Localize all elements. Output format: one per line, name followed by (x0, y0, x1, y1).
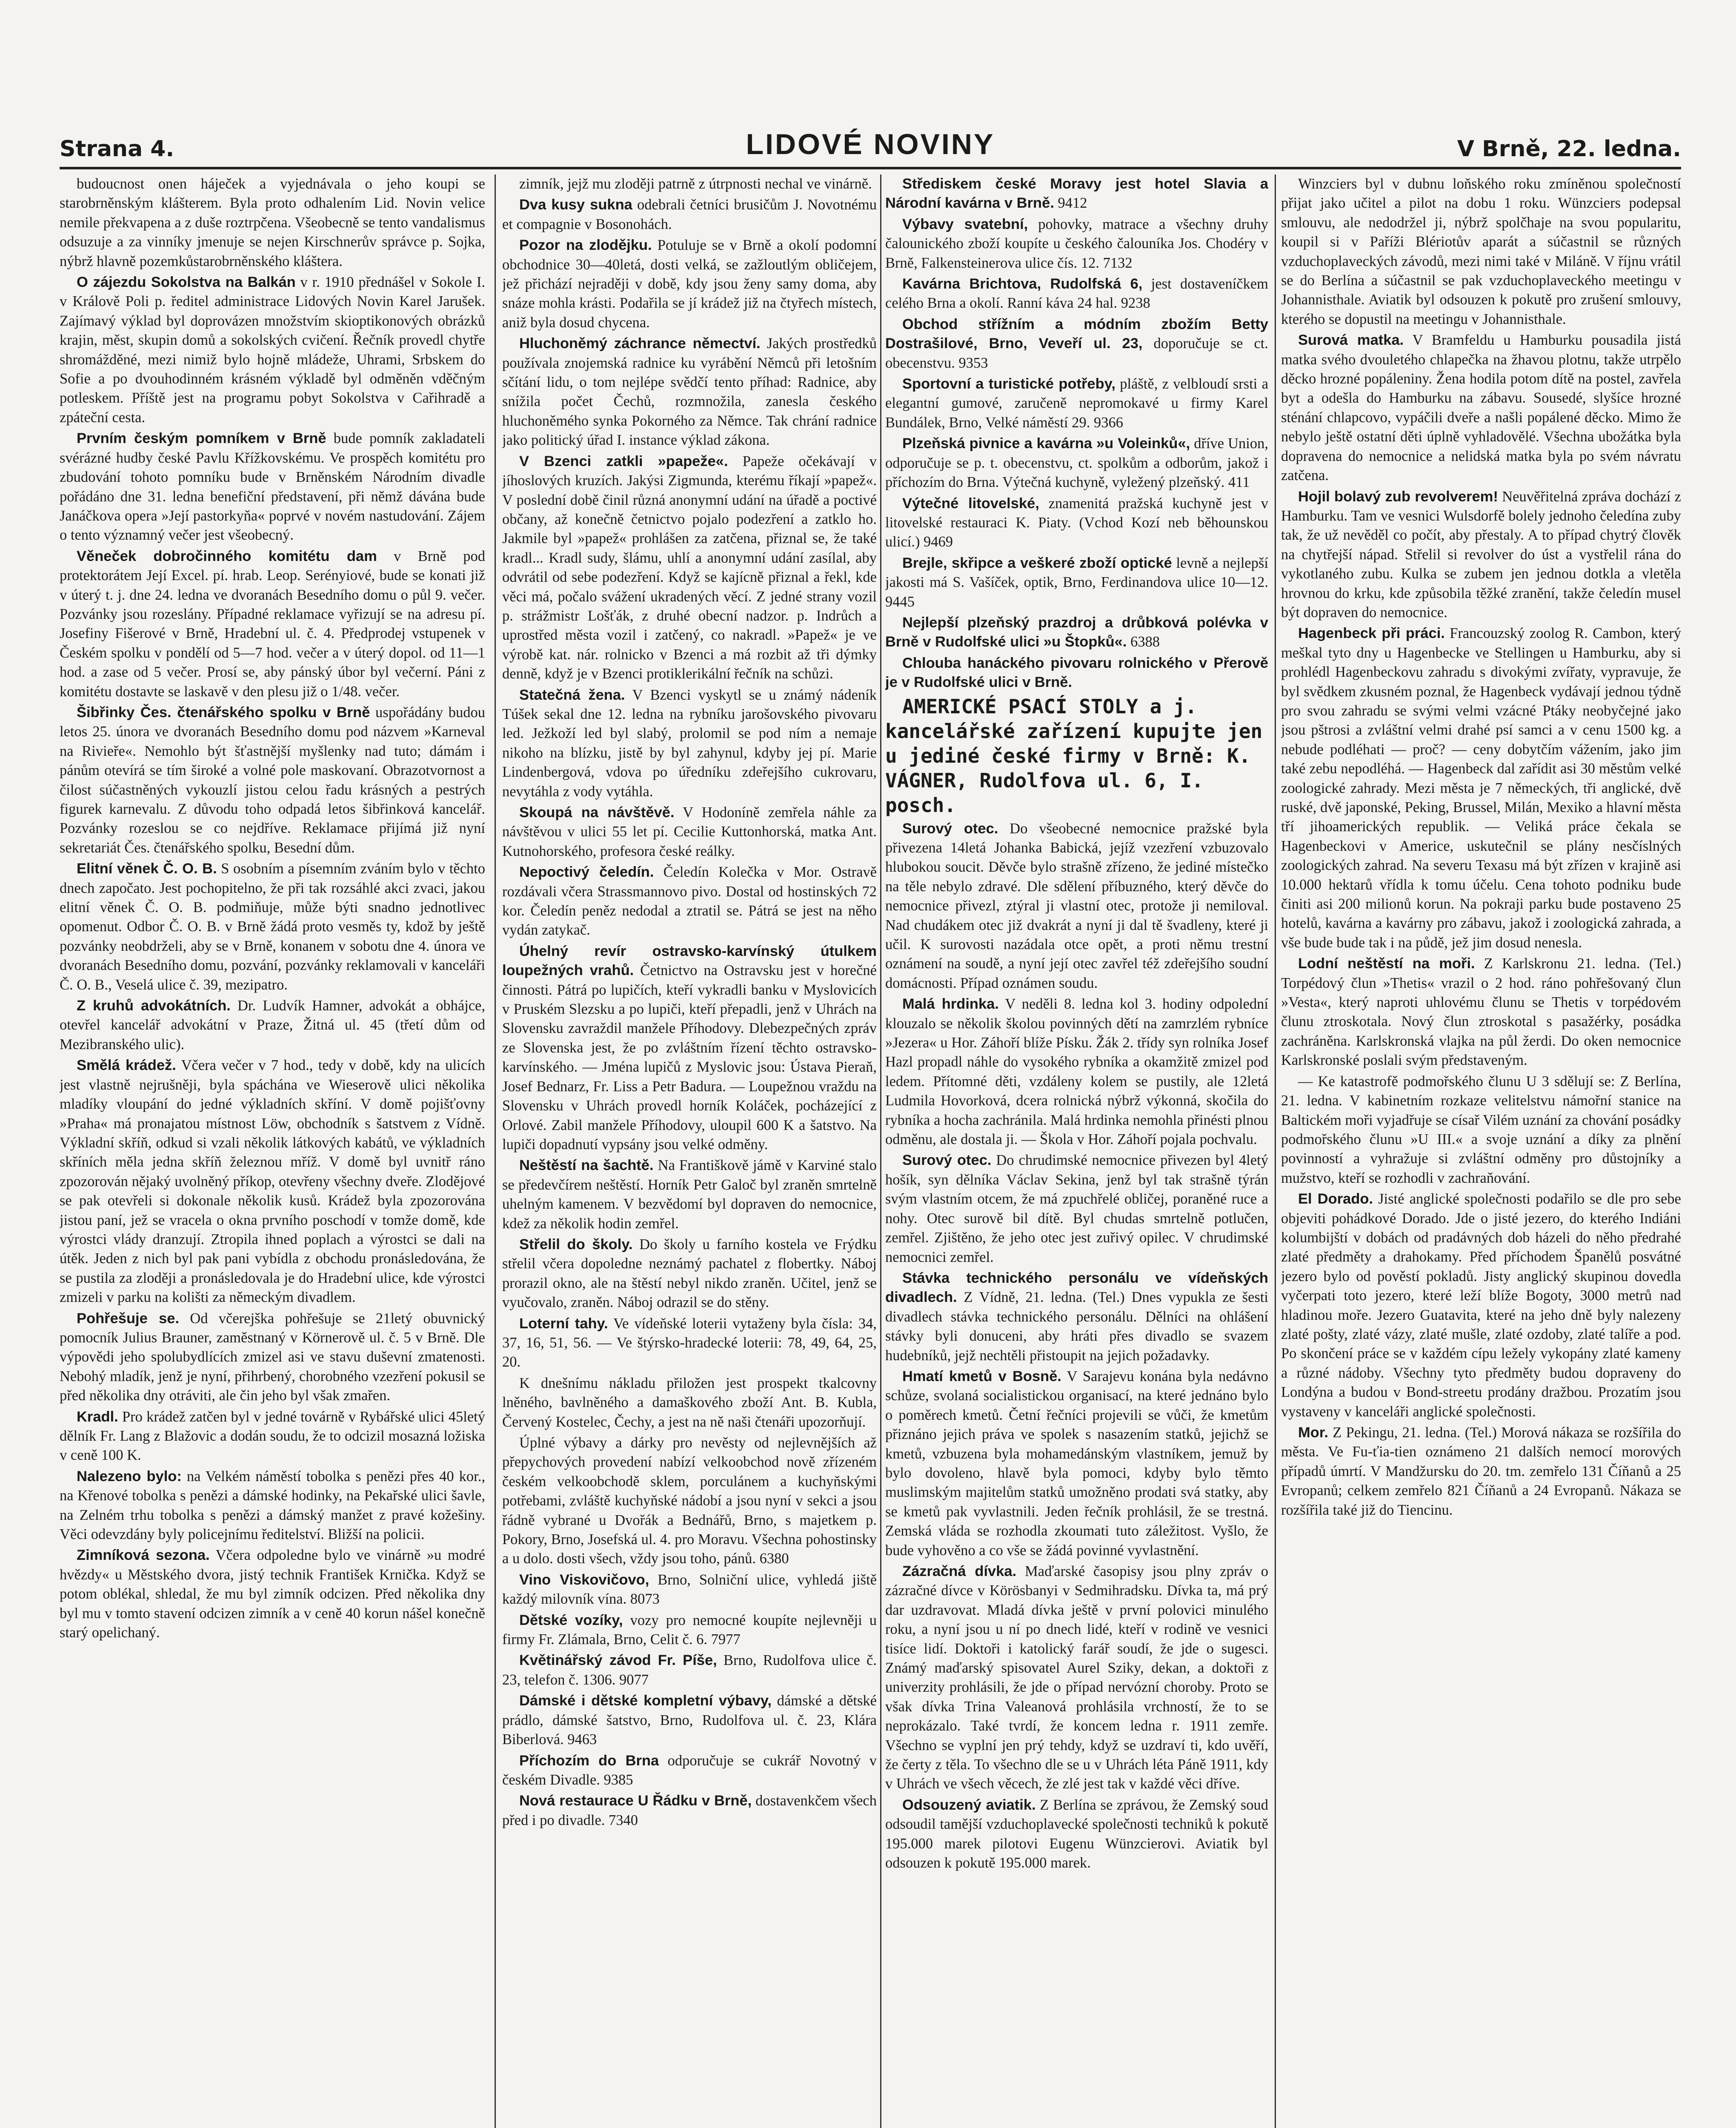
article-text: S osobním a písemním zváním bylo v těchto dnech započato. Jest pochopitelno, že při tak rozsáhlé akci zvaci, jakou elitní věnek Č. O. B. podmiňuje, může býti snadno jednotlivec opomenut. Odbor Č. O. B. v Brně žádá proto vesměs ty, kdož by ještě pozvánky neobdrželi, aby se v Brně, konanem v sobotu dne 4. února ve dvoranách Besedního domu, pozvání, pozvánky reklamovali v kanceláři Č. O. B., Veselá ulice č. 39, mezipatro. (60, 861, 485, 993)
article-headline: Odsouzený aviatik. (902, 1796, 1036, 1813)
article-headline: V Bzenci zatkli »papeže«. (519, 453, 728, 469)
article-text: zimník, jejž mu zloději patrně z útrpnosti nechal ve vinárně. (519, 176, 872, 192)
article-text: jest dostaveníčkem celého Brna a okolí. Ranní káva 24 hal. 9238 (885, 276, 1268, 312)
article (885, 1367, 1268, 1560)
article-headline: Nejlepší plzeňský prazdroj a drůbková polévka v Brně v Rudolfské ulici »u Štopků«. (885, 614, 1268, 650)
article (60, 1309, 485, 1406)
article-headline: Výbavy svatební, (902, 216, 1028, 232)
article-text: odebrali četníci brusičům J. Novotnému et compagnie v Bosonohách. (502, 197, 877, 232)
article-headline: Skoupá na návštěvě. (519, 804, 675, 821)
article-headline: Hagenbeck při práci. (1298, 625, 1445, 642)
article (885, 554, 1268, 612)
article (1281, 1072, 1681, 1188)
article-text: Papeže očekávají v jíhoslových kruzích. Jakýsi Zigmunda, kterému říkají »papež«. V poslední době činil různá anonymní udání na úřadě a poctivé občany, až konečně četnictvo pojalo podezření a zatklo ho. Jakmile byl »papež« prohlášen za zatčena, přiznal se, že také kradl... Kradl sudy, šlámu, uhlí a anonymní udání zasílal, aby odvrátil od sebe podezření. Když se kajícně přiznal a řekl, kde věci má, počalo svážení ukradených věcí. Z jedné strany vozil p. strážmistr Lošťák, z druhé obecní nadzor. p. Indrůch a uprostřed města vozil i zatčený, co nakradl. »Papež« je ve výrobě kat. nár. rolnicko v Bzenci a má rozbit až tři dýmky denně, když je v Bzenci protiklerikální řečník na schůzi. (502, 453, 877, 682)
article (885, 654, 1268, 692)
article-text: Brno, Solniční ulice, vyhledá jiště každý milovník vína. 8073 (502, 1571, 877, 1607)
article-text: Do školy u farního kostela ve Frýdku střelil včera dopoledne neznámý pachatel z flobertky. Náboj prorazil okno, ale na štěstí nebyl nikdo zraněn. Učitel, jenž se vyučovalo, zraněn. Náboj odrazil se do stěny. (502, 1236, 877, 1311)
article-text: Z Vídně, 21. ledna. (Tel.) Dnes vypukla ze šesti divadlech stávka technického personálu. Dělníci na ohlášení stávky byli donuceni, aby hráti přes divadlo se svazem hudebníků, jejž nechtěli přistoupit na jejich požadavky. (885, 1289, 1268, 1364)
article (60, 996, 485, 1054)
article-text: Na Františkově jámě v Karviné stalo se předevčírem neštěstí. Horník Petr Galoč byl zraněn smrtelně uhelným kamenem. V bezvědomí byl dopraven do nemocnice, kdež za několik hodin zemřel. (502, 1157, 877, 1232)
article (885, 315, 1268, 373)
article-headline: Výtečné litovelské, (902, 495, 1039, 512)
article (502, 1314, 877, 1372)
article-text: V Bramfeldu u Hamburku pousadila jistá matka svého dvouletého chlapečka na žhavou plotnu, takže utrpělo děcko hrozné popáleniny. Žena hodila potom dítě na postel, zavřela byt a odešla do Hamburku na zábavu. Sousedé, slyšíce hrozné sténání chlapcovo, vypáčili dveře a našli popálené děcko. Mimo že nebylo ještě ostatní děti úplně vyhladovělé. Všechna ubožátka byla dopravena do nemocnice a nelidská matka byla po svém návratu zatčena. (1281, 332, 1681, 484)
masthead: LIDOVÉ NOVINY (746, 128, 995, 160)
article-headline: Statečná žena. (519, 686, 625, 703)
article-text: Jakých prostředků používala znojemská radnice ku vyrábění Němců při letošním sčítání lidu, o tom nejlépe svědčí tento příhad: Radnice, aby snížila počet Čechů, rozmnožila, zanesla českého hluchoněmého synka Pokorného za Němce. Tak chrání radnice jako politický úřad I. instance výklad zákona. (502, 335, 877, 449)
article-text: znamenitá pražská kuchyně jest v litovelské restauraci K. Piaty. (Vchod Kozí neb běhounskou ulicí.) 9469 (885, 495, 1268, 550)
column-2 (502, 174, 877, 2128)
article-headline: Nepoctivý čeledín. (519, 864, 654, 881)
article-headline: Věneček dobročinného komitétu dam (77, 548, 377, 564)
article-headline: Z kruhů advokátních. (77, 998, 231, 1014)
article (502, 1751, 877, 1790)
article-headline: Stávka technického personálu ve vídeňských divadlech. (885, 1270, 1268, 1306)
article (885, 275, 1268, 313)
article-text: Neuvěřitelná zpráva dochází z Hamburku. Tam ve vesnici Wulsdorfě bolely jednoho čeledína zuby tak, že už nevěděl co počít, aby přestaly. A to případ chytrý člověk na chytřejší nápad. Střelil si revolver do úst a vystřelil rána do vykotlaného zubu. Kulka se zubem jen jednou dotkla a vletěla hrovnou do krku, kde způsobila těžké zranění, takže čeledín musel být dopraven do nemocnice. (1281, 488, 1681, 621)
article-headline: Hmatí kmetů v Bosně. (902, 1368, 1061, 1384)
article-text: Četnictvo na Ostravsku jest v horečné činnosti. Pátrá po lupičích, kteří vykradli banku v Myslovicích v Pruském Slezsku a po lupiči, kteří přepadli, jenž v Uhrách na Slovensku zavraždil manžele Příhodovy. Dlebezpečných zpráv ze Slovenska jest, že po zvláštním řízení těchto ostravsko-karvínského. — Jména lupičů z Myslovic jsou: Ústava Pieraň, Josef Bednarz, Fr. Liss a Petr Badura. — Loupežnou vraždu na Slovensku v Uhrách provedl horník Koláček, pocházející z Orlové. Zabil manžele Příhodovy, uloupil 600 K a šatstvo. Na lupiči dopadnutí vypsány jsou velké odměny. (502, 962, 877, 1153)
article-headline: Hluchoněmý záchrance němectví. (519, 335, 761, 352)
article-headline: Prvním českým pomníkem v Brně (77, 430, 326, 447)
article-headline: Kavárna Brichtova, Rudolfská 6, (902, 276, 1143, 292)
article-text: K dnešnímu nákladu přiložen jest prospekt tkalcovny lněného, bavlněného a damaškového zboží Ant. B. Kubla, Červený Kostelec, Čechy, a jest na ně naši čtenáři upozorňují. (502, 1375, 877, 1430)
article (502, 1570, 877, 1609)
article-headline: Obchod střížním a módním zbožím Betty Dostrašilové, Brno, Veveří ul. 23, (885, 316, 1268, 352)
article-text: doporučuje se ct. obecenstvu. 9353 (885, 335, 1268, 371)
article (885, 694, 1268, 818)
article-text: V Bzenci vyskytl se u známý nádeník Túšek sekal dne 12. ledna na rybníku jarošovského pivovaru led. Ježkoží led byl slabý, prolomil se pod ním a nemaje nikoho na blízku, jistě by byl zahynul, kdyby jej pí. Marie Lindenbergová, vdova po úředníku zdeřejšího cukrovaru, nevytáhla z vody vytáhla. (502, 686, 877, 800)
article-text: Winzciers byl v dubnu loňského roku zmíněnou společností přijat jako učitel a pilot na dobu 1 roku. Wünzciers podepsal smlouvu, ale nedodržel ji, nýbrž spolčhaje na svou popularitu, koupil si v Paříži Blériotův aparát a súčastnil se různých vzduchoplaveckých závodů, mezi nimi také v Miláně. V říjnu vrátil se do Berlína a súčastnil se pak vzduchoplaveckého meetingu v Johannisthale. Aviatik byl odsouzen k pokutě pro zrušení smlouvy, kterého se dopustil na meetingu v Johannisthale. (1281, 176, 1681, 327)
article (60, 1467, 485, 1545)
article (502, 1611, 877, 1650)
article-text: Francouzský zoolog R. Cambon, který meškal tyto dny u Hagenbecke ve Stellingen u Hamburku, aby si prohlédl Hagenbeckovu zahradu s divokými zvířaty, vypravuje, že byl svědkem zkusném poznal, že Hagenbeck vydávají jednou týdně pro svou zahradu se svými velmi vzácné Ptáky neobyčejné jako jsou pštrosi a zvláštní velmi drahé psí samci a v cenu 1500 kg. a nebude podléhati — proč? — ceny dobytčím vážením, jako jim také zebu nepodléhá. — Hagenbeck dal zařídit asi 30 městům velké zoologické zahrady. Mezi města je 7 německých, tři anglické, dvě ruské, dvě japonské, Peking, Brussel, Milán, Mexiko a hlavní města tří jihoamerických republik. — Veliká práce čekala se Hagenbeckovi v Americe, uskutečnil se plány nesčíslných zoologických zahrad. Na severu Texasu má být zřízen v krajině asi 10.000 hektarů vřídla k tomu účelu. Cena tohoto podniku bude činiti asi 200 milionů korun. Na pokraji parku bude postaveno 25 hotelů, kavárna a kavárny pro zábavu, jakož i zoologická zahrada, a vše bude bude tak i na půdě, jež jim dosud nenesla. (1281, 625, 1681, 951)
article-headline: Hojil bolavý zub revolverem! (1298, 488, 1498, 505)
article-headline: Pozor na zlodějku. (519, 237, 652, 254)
article-text: Brno, Rudolfova ulice č. 23, telefon č. 1306. 9077 (502, 1652, 877, 1688)
article-text: pohovky, matrace a všechny druhy čalounického zboží koupíte u českého čalouníka Jos. Chodéry v Brně, Falkensteinerova ulice čís. 12. 7132 (885, 216, 1268, 271)
article (60, 1056, 485, 1307)
article-text: Do chrudimské nemocnice přivezen byl 4letý hošík, syn dělníka Václav Sekina, jenž byl tak strašně týrán svým vlastním otcem, že má zpuchřelé obličej, poraněné ruce a nohy. Otec surově bil dítě. Byl chudas smrtelně potlučen, zemřel. Zjištěno, že jeho otec jest zuřivý opilec. V chrudimské nemocnici zemřel. (885, 1152, 1268, 1265)
article (502, 942, 877, 1154)
article-text: dámské a dětské prádlo, dámské šatstvo, Brno, Rudolfova ul. č. 23, Klára Biberlová. 9463 (502, 1693, 877, 1748)
article-headline: Úhelný revír ostravsko-karvínský útulkem loupežných vrahů. (502, 943, 877, 979)
article-text: V neděli 8. ledna kol 3. hodiny odpolední klouzalo se několik školou povinných dětí na zamrzlém rybníce »Jezera« u Hor. Záhoří blíže Písku. Žák 2. třídy syn rolníka Josef Hazl propadl náhle do vysokého rybníka a okamžitě zmizel pod ledem. Přítomné děti, vzdáleny kolem se pustily, ale 12letá Ludmila Hovorková, dcera rolnická nýbrž výkonná, skočila do rybníka a hocha zachránila. Malá hrdinka nemohla přinésti plnou odměnu, ale dostala ji. — Škola v Hor. Záhoří pojala pochvalu. (885, 996, 1268, 1148)
article-headline: Plzeňská pivnice a kavárna »u Voleinků«, (902, 435, 1190, 452)
article-headline: Zázračná dívka. (902, 1563, 1017, 1579)
article (60, 429, 485, 545)
issue-date: V Brně, 22. ledna. (1457, 136, 1681, 162)
article (502, 1374, 877, 1432)
article-text: v r. 1910 přednášel v Sokole I. v Králově Poli p. ředitel administrace Lidových Novin Karel Jarušek. Zajímavý výklad byl doprovázen množstvím skioptikonových obrázků krajin, měst, skupin domů a sokolských cvičení. Řečník provedl chytře shromážděné, mezi nimiž bylo hojně mládeže, Uhrami, Srbskem do Sofie a po dvouhodinném krásném výkladě byl odměněn vděčným potleskem. Příště jest na programu pobyt Sokolstva v Cařihradě a zpáteční cesta. (60, 274, 485, 426)
article (502, 236, 877, 332)
article-text: Včera večer v 7 hod., tedy v době, kdy na ulicích jest vlastně nejrušněji, byla spáchána ve Wieserově ulici několika mladíky vloupání do jedné výkladních skříní. V domě pojišťovny »Praha« má pronajatou místnost Löw, obchodník s šatstvem z Vídně. Výkladní skříň, odkud si vzali několik látkových kabátů, ve výkladních skříních měla jedna skříň železnou mříž. V domě byl uvnitř ráno zpozorován nějaký uvolněný příkop, otevřeny všechny dveře. Zlodějové se pak otevřeli si dokonale několik kusů. Krádež byla zpozorována jistou paní, jež se vracela o okna prvního poschodí v tomže domě, kde výrostci vlády dranzují. Ztropila ihned poplach a výrostci se dali na útěk. Jeden z nich byl pak pani vybídla z obchodu pronásledována, že se pustila za zloději a pronásledovala je do Hradební ulice, kde výrostci zmizeli v parku na kolišti za německým divadlem. (60, 1057, 485, 1306)
article-text: na Velkém náměstí tobolka s penězi přes 40 kor., na Křenové tobolka s penězi a dámské hodinky, na Pekařské ulici šavle, na Zelném trhu tobolka s penězi a dámský manžet z pravé kožešiny. Věci odevzdány byly policejnímu ředitelství. Bližší na policii. (60, 1468, 485, 1543)
article (1281, 954, 1681, 1070)
article (502, 1651, 877, 1690)
article-text: V Sarajevu konána byla nedávno schůze, svolaná socialistickou organisací, na které jednáno bylo o poměrech kmetů. Četní řečníci projevili se vůči, že kmetům přiznáno jejich práva ve spolek s nasazením statků, jejichž se kmetů, vzbuzena byla mohamedánským vlastníkem, jemuž by bylo dovoleno, hlavě byla pomoci, kdyby bylo těmto muslimským majitelům statků umožněno prodati svá statky, aby se kmetů pak vyvlastnili. Jeden řečník prohlásil, že se trestná. Zemská vláda se rozhodla zkoumati tuto záležitost. Vyšlo, že bude vyhověno a co vše se žádá povinné vyvlastnění. (885, 1368, 1268, 1559)
article (1281, 174, 1681, 329)
article (502, 1691, 877, 1749)
article (502, 195, 877, 234)
article (885, 1151, 1268, 1267)
article-text: AMERICKÉ PSACÍ STOLY a j. kancelářské zařízení kupujte jen u jediné české firmy v Brně: K. VÁGNER, Rudolfova ul. 6, I. posch. (885, 695, 1263, 817)
article (502, 686, 877, 801)
article (885, 995, 1268, 1149)
article-headline: Dámské i dětské kompletní výbavy, (519, 1693, 772, 1709)
article-text: Čeledín Kolečka v Mor. Ostravě rozdávali včera Strassmannovo pivo. Dostal od hostinských 72 kor. Čeledín peněz nedodal a ztratil se. Pátrá se jest na něho vydán zatykač. (502, 864, 877, 938)
article-text: Do všeobecné nemocnice pražské byla přivezena 14letá Johanka Babická, jejíž vzezření vzbuzovalo hlubokou soucit. Děvče bylo strašně zřízeno, že jediné místečko na těle nebylo zdravé. Dle sdělení příbuzného, který děvče do nemocnice přivezl, ztýral ji vlastní otec, protože ji nemiloval. Nad chudákem otec již dvakrát a nyní ji dal tě švadleny, které ji učil. K surovosti nazádala otce opět, a proti němu trestní oznámení na soudě, a nyní její otec zavřel též zdeřejšího soudní domácnosti. Případ oznámen soudu. (885, 820, 1268, 991)
article-text: 6388 (1130, 634, 1160, 650)
column-divider (1275, 174, 1276, 2128)
article-headline: Střelil do školy. (519, 1236, 633, 1253)
column-divider (880, 174, 881, 2128)
article (885, 434, 1268, 492)
header-rule (60, 167, 1681, 169)
article (60, 1407, 485, 1465)
article (1281, 1190, 1681, 1422)
article-headline: Vino Viskovičovo, (519, 1571, 649, 1588)
article-headline: Surový otec. (902, 820, 998, 837)
article (60, 859, 485, 995)
article-headline: Střediskem české Moravy jest hotel Slavia a Národní kavárna v Brně. (885, 176, 1268, 212)
article-headline: Dětské vozíky, (519, 1612, 623, 1628)
article-headline: Zimníková sezona. (77, 1547, 210, 1564)
article-text: v Brně pod protektorátem Její Excel. pí. hrab. Leop. Serényiové, bude se konati již v úterý t. j. dne 24. ledna ve dvoranách Besedního domu o půl 9. večer. Pozvánky jsou rozeslány. Případné reklamace vyřizují se na adresu pí. Josefiny Fišerové v Brně, Hradební ul. č. 4. Předprodej vstupenek v Českém spolku v pondělí od 5—7 hod. večer a v úterý dopol. od 11—1 hod. a zase od 5 večer. Prosí se, aby pánský úbor byl večerní. Páni z komitétu dostavte se laskavě v den plesu již o 1/48. večer. (60, 548, 485, 700)
column-divider (495, 174, 496, 2128)
article-headline: Příchozím do Brna (519, 1752, 659, 1769)
article-headline: Dva kusy sukna (519, 197, 632, 213)
article (885, 375, 1268, 432)
article-headline: Surový otec. (902, 1152, 992, 1169)
article (885, 613, 1268, 652)
article (502, 1791, 877, 1830)
article (885, 215, 1268, 273)
article-text: Včera odpoledne bylo ve vinárně »u modré hvězdy« u Městského dvora, jistý technik František Krnička. Když se potom oblékal, shledal, že mu byl zimník odcizen. Před několika dny byl mu v tomto stavení odcizen zimník a v ceně 40 korun nášel konečně starý opelichaný. (60, 1547, 485, 1641)
article (885, 1796, 1268, 1873)
article-text: Z Berlína se zprávou, že Zemský soud odsoudil tamější vzduchoplavecké společnosti techniků k pokutě 195.000 marek pilotovi Eugenu Wünzcierovi. Aviatik byl odsouzen k pokutě 195.000 marek. (885, 1796, 1268, 1871)
article-headline: Malá hrdinka. (902, 996, 999, 1013)
article-headline: Květinářský závod Fr. Píše, (519, 1652, 717, 1669)
article-headline: Chlouba hanáckého pivovaru rolnického v Přerově je v Rudolfské ulici v Brně. (885, 655, 1268, 691)
article-text: dostavenkčem všech před i po divadle. 7340 (502, 1793, 877, 1828)
article-text: Jisté anglické společnosti podařilo se dle pro sebe objeviti pohádkové Dorado. Jde o jisté jezero, do kterého Indiáni kolumbijští v dobách od pradávných dob házeli do něho předrahé zlaté předměty a drahokamy. Před příchodem Španělů posvátné jezero bylo od pověstí pokladů. Jisty anglický skupinou dovedla vyčerpati toto jezero, které leží blíže Bogoty, 3000 metrů nad hladinou moře. Jezero Guatavita, které na jeho dně byly nalezeny zlaté pošty, zlaté vázy, zlaté mušle, zlaté ozdoby, zlaté talíře a pod. Po skončení práce se v každém cípu ležely vykopány zlaté kameny a různé nádoby. Všechny tyto předměty budou dopraveny do Londýna a budou v Bond-streetu prodány dražbou. Prozatím jsou vystaveny v kanceláři anglické společnosti. (1281, 1191, 1681, 1420)
article-headline: El Dorado. (1298, 1191, 1373, 1207)
article (1281, 1423, 1681, 1520)
article (502, 452, 877, 684)
article-text: bude pomník zakladateli svérázné hudby české Pavlu Křížkovskému. Ve prospěch komitétu pro zbudování tohoto pomníku bude v Brněnském Národním divadle pořádáno dne 31. ledna benefiční představení, při němž dávána bude Janáčkova opera »Její pastorkyňa« poprvé v novém nastudování. Zájem o tento významný večer jest všeobecný. (60, 430, 485, 543)
article-headline: Brejle, skřipce a veškeré zboží optické (902, 555, 1172, 571)
article-text: Ve vídeňské loterii vytaženy byla čísla: 34, 37, 16, 51, 56. — Ve štýrsko-hradecké loterii: 78, 49, 64, 25, 20. (502, 1315, 877, 1370)
article-text: Úplné výbavy a dárky pro nevěsty od nejlevnějších až přepychových provedení nabízí velkoobchod nově zřízeném českém velkoobchodě sklem, porculánem a kuchyňskými potřebami, zvláště kuchyňské nádobí a jsou nyní v sekci a jsou řádně vybrané u Dvořák a Bednářů, Brno, s majetkem p. Pokory, Brno, Josefská ul. 4. pro Moravu. Všechna pohostinsky a u dolo. dosti všech, vždy jsou toho, pánů. 6380 (502, 1435, 877, 1567)
article (885, 1269, 1268, 1365)
article-headline: Pohřešuje se. (77, 1310, 180, 1327)
article-text: levně a nejlepší jakosti má S. Vašíček, optik, Brno, Ferdinandova ulice 10—12. 9445 (885, 555, 1268, 610)
article (885, 174, 1268, 213)
article (502, 1156, 877, 1233)
article-headline: Sportovní a turistické potřeby, (902, 376, 1115, 392)
article-text: vozy pro nemocné koupíte nejlevněji u firmy Fr. Zlámala, Brno, Celit č. 6. 7977 (502, 1612, 877, 1648)
article-text: V Hodoníně zemřela náhle za návštěvou v ulici 55 let pí. Cecilie Kuttonhorská, matka Ant. Kutnohorského, profesora české reálky. (502, 804, 877, 859)
article-text: Potuluje se v Brně a okolí podomní obchodnice 30—40letá, dosti velká, se zažloutlým obličejem, jež přichází nejraději v době, kdy jsou ženy samy doma, aby snáze mohla krásti. Podařila se jí krádež již na čtyřech místech, aniž byla dosud chycena. (502, 237, 877, 331)
article (885, 494, 1268, 552)
article-headline: Nalezeno bylo: (77, 1468, 182, 1484)
article-text: uspořádány budou letos 25. února ve dvoranách Besedního domu pod názvem »Karneval na Rivieře«. Nemohlo být šťastnější myšlenky nad tuto; dámám i pánům otevírá se tím široké a volné pole maskovaní. Obrazotvornost a čilost súčastněných vykouzlí jistou celou řadu krásných a pestrých figurek karnevalu. Z důvodu toho odpadá letos šibřinková kancelář. Pozvánky rozeslou se co nejdříve. Reklamace přijímá již nyní sekretariát Čes. čtenářského spolku, Besední dům. (60, 704, 485, 856)
article-text: odporučuje se cukrář Novotný v českém Divadle. 9385 (502, 1752, 877, 1788)
article-text: — Ke katastrofě podmořského člunu U 3 sdělují se: Z Berlína, 21. ledna. V kabinetním rozkaze velitelstvu námořní stanice na Baltickém moři vyjadřuje se císař Vilém uznání za chování posádky podmořského člunu »U III.« a svoje uznání a díky za plnění povinností a vyhražuje si zvláštní odměny pro důstojníky a mužstvo, kteří se rozhodli v zachraňování. (1281, 1073, 1681, 1186)
article (502, 1235, 877, 1313)
article-text: dříve Union, odporučuje se p. t. obecenstvu, ct. spolkům a odborům, jakož i příchozím do Brna. Výtečná kuchyně, vyležený plzeňský. 411 (885, 435, 1268, 491)
article (1281, 487, 1681, 623)
column-4 (1281, 174, 1681, 2128)
article-text: Pro krádež zatčen byl v jedné továrně v Rybářské ulici 45letý dělník Fr. Lang z Blažovic a dodán soudu, že to odcizil mosazná ložiska v ceně 100 K. (60, 1408, 485, 1464)
article-text: pláště, z velbloudí srsti a elegantní gumové, zaručeně nepromokavé u firmy Karel Bundálek, Brno, Velké náměstí 29. 9366 (885, 376, 1268, 431)
article-headline: O zájezdu Sokolstva na Balkán (77, 274, 296, 291)
article (502, 334, 877, 450)
article-headline: Lodní neštěstí na moři. (1298, 955, 1475, 972)
article-text: Od včerejška pohřešuje se 21letý obuvnický pomocník Julius Brauner, zaměstnaný v Körnerově ul. č. 5 v Brně. Dle výpovědi jeho spolubydlících zmizel asi ve stavu duševní zmatenosti. Nebohý mladík, jenž je nyní, přihrbený, chorobného vzezření pokusil se před několika dny otráviti, ale čin jeho byl však zmařen. (60, 1310, 485, 1404)
article (502, 174, 877, 194)
article-headline: Loterní tahy. (519, 1315, 608, 1332)
article-headline: Smělá krádež. (77, 1057, 176, 1074)
article (1281, 331, 1681, 485)
article-text: 9412 (1058, 195, 1087, 212)
article-headline: Kradl. (77, 1408, 118, 1425)
article (502, 1433, 877, 1569)
article (502, 803, 877, 861)
article (1281, 624, 1681, 952)
article-headline: Mor. (1298, 1424, 1328, 1441)
article-text: Z Pekingu, 21. ledna. (Tel.) Morová nákaza se rozšířila do města. Ve Fu-ťia-tien oznámeno 21 dalších nemocí morových případů úmrtí. V Mandžursku do 20. tm. zemřelo 131 Číňanů a 25 Evropanů; celkem zemřelo 821 Číňanů a 24 Evropanů. Nákaza se rozšířila také již do Tiencinu. (1281, 1424, 1681, 1518)
article-text: Z Karlskronu 21. ledna. (Tel.) Torpédový člun »Thetis« vrazil o 2 hod. ráno pohřešovaný člun »Vesta«, který naproti uhlovému člunu se Thetis v torpédovém člunu ztroskotala. Nový člun ztroskotal s pasažérky, posádka zachráněna. Karlskronská vlajka na půl žerdi. Do oken nemocnice Karlskronské poslali svým představeným. (1281, 955, 1681, 1069)
article-text: Maďarské časopisy jsou plny zpráv o zázračné dívce v Körösbanyi v Sedmihradsku. Dívka ta, má prý dar uzdravovat. Mladá dívka ještě v první polovici minulého roku, a nyní jsou u ní po dnech lidé, kteří v rodině ve vesnici tisíce lidí. Doktoři i katolický farář soudí, že jde o sugesci. Známý maďarský spisovatel Aurel Sziky, dekan, a doktoři z univerzity prohlásili, že jde o případ nervózní choroby. Proto se však dívka Trina Valeanová prohlásila vrchností, že to se neprokázalo. Také tvrdí, že koncem ledna r. 1911 zemře. Všechno se vyplní jen prý tehdy, když se uzdraví ti, kdo uvěří, že čerty z těla. To všechno dle se u v Uhrách léta Páně 1911, kdy v Uhrách ve všech věcech, že zlé jest tak v každé věci dříve. (885, 1563, 1268, 1792)
article (60, 547, 485, 701)
article-text: budoucnost onen háječek a vyjednávala o jeho koupi se starobrněnským klášterem. Byla proto odhalením Lid. Novin velice nemile překvapena a z duše roztrpčena. Všeobecně se tento vandalismus odsuzuje a za vinníky jmenuje se nejen Kirschnerův správce p. Sojka, nýbrž hlavně pozemkůstarobrněnského kláštera. (60, 176, 485, 269)
article-headline: Šibřinky Čes. čtenářského spolku v Brně (77, 704, 370, 721)
article-headline: Surová matka. (1298, 332, 1404, 349)
page-number: Strana 4. (60, 136, 174, 162)
column-3 (885, 174, 1268, 2128)
page-header (60, 128, 1681, 166)
article (885, 1562, 1268, 1794)
article (60, 1546, 485, 1642)
article (60, 273, 485, 427)
article-headline: Elitní věnek Č. O. B. (77, 861, 217, 877)
article (502, 863, 877, 940)
article-headline: Neštěstí na šachtě. (519, 1157, 654, 1174)
article (885, 819, 1268, 993)
article-headline: Nová restaurace U Řádku v Brně, (519, 1793, 752, 1809)
article (60, 174, 485, 271)
article-text: Dr. Ludvík Hamner, advokát a obhájce, otevřel kancelář advokátní v Praze, Žitná ul. 45 (třetí dům od Mezibranského ulic). (60, 998, 485, 1053)
article (60, 703, 485, 858)
column-1 (60, 174, 485, 2128)
